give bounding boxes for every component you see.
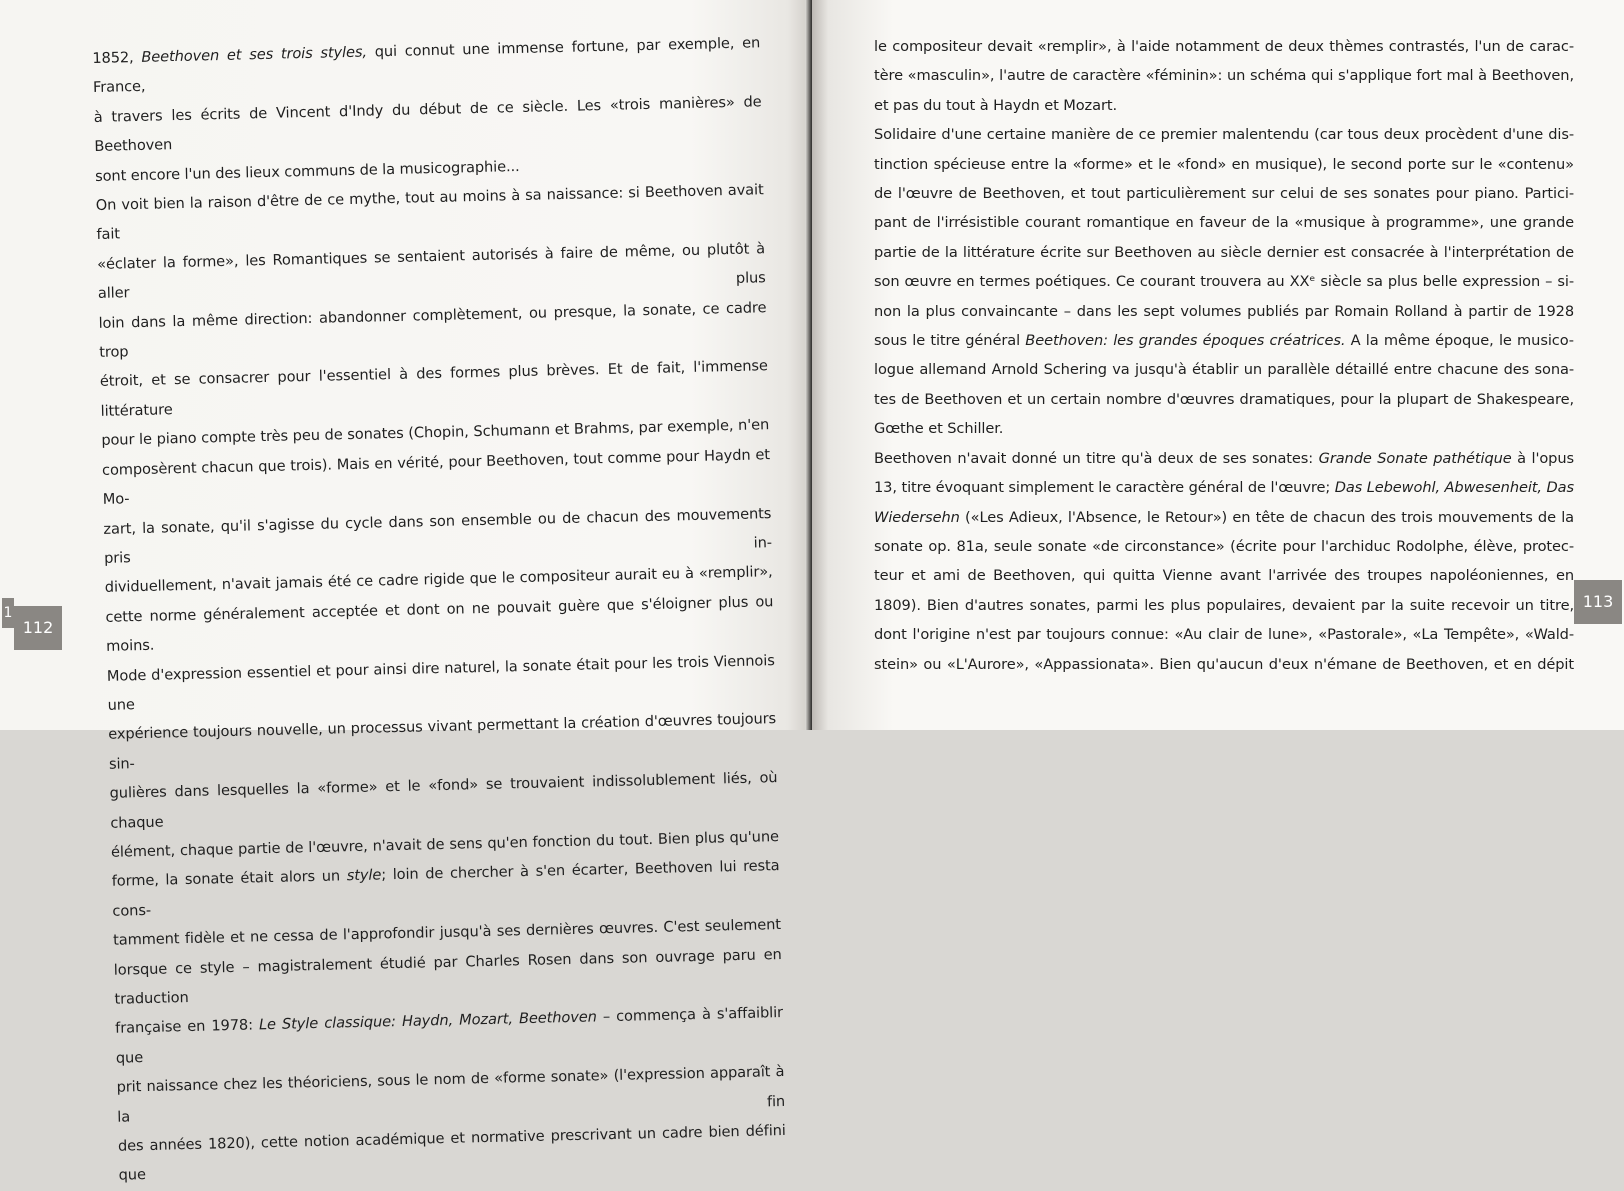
text-run: tinction spécieuse entre la «forme» et le «fond» en musique), le second porte sur le «contenu» bbox=[874, 155, 1574, 173]
text-run: à travers les écrits de Vincent d'Indy du début de ce siècle. Les «trois manières» de Beethoven bbox=[93, 93, 762, 156]
text-run: ; loin de chercher à s'en écarter, Beethoven lui resta cons- bbox=[112, 857, 780, 920]
text-line bbox=[874, 238, 1574, 267]
text-run: élément, chaque partie de l'œuvre, n'avait de sens qu'en fonction du tout. Bien plus qu'une bbox=[110, 828, 780, 861]
text-run: expérience toujours nouvelle, un processus vivant permettant la création d'œuvres toujours sin- bbox=[108, 710, 777, 773]
text-line bbox=[874, 179, 1574, 208]
right-page-text bbox=[874, 32, 1574, 679]
text-line bbox=[874, 503, 1574, 532]
italic-title: style bbox=[346, 866, 382, 885]
text-line bbox=[874, 326, 1574, 355]
text-run: On voit bien la raison d'être de ce mythe, tout au moins à sa naissance: si Beethoven avait fait bbox=[95, 181, 764, 244]
text-run: tes de Beethoven et un certain nombre d'œuvres dramatiques, pour la plupart de Shakespeare, bbox=[874, 390, 1574, 408]
text-run: 13, titre évoquant simplement le caractère général de l'œuvre; bbox=[874, 479, 1335, 497]
text-line bbox=[874, 591, 1574, 620]
italic-title: Das Lebewohl, Abwesenheit, Das bbox=[1334, 479, 1574, 497]
text-line bbox=[874, 61, 1574, 90]
text-line bbox=[874, 32, 1574, 61]
text-run: Gœthe et Schiller. bbox=[874, 420, 1004, 438]
text-line bbox=[874, 150, 1574, 179]
left-page bbox=[0, 0, 812, 1185]
text-run: de l'œuvre de Beethoven, et tout particulièrement sur celui de ses sonates pour piano. Partici- bbox=[874, 185, 1574, 203]
text-run: sonate op. 81a, seule sonate «de circonstance» (écrite pour l'archiduc Rodolphe, élève, protec- bbox=[874, 537, 1574, 555]
text-run: teur et ami de Beethoven, qui quitta Vienne avant l'arrivée des troupes napoléoniennes, en bbox=[874, 567, 1574, 585]
text-run: lorsque ce style – magistralement étudié par Charles Rosen dans son ouvrage paru en traduction bbox=[113, 945, 782, 1008]
text-line bbox=[874, 267, 1574, 296]
page-number-left: 112 bbox=[14, 606, 62, 650]
right-page bbox=[812, 0, 1624, 730]
text-line bbox=[874, 297, 1574, 326]
text-run: tamment fidèle et ne cessa de l'approfondir jusqu'à ses dernières œuvres. C'est seulement bbox=[112, 916, 782, 949]
text-line bbox=[874, 91, 1574, 120]
text-run: 1852, bbox=[92, 48, 142, 67]
text-run: qui connut une immense fortune, par exemple, en France, bbox=[92, 34, 761, 97]
text-run: étroit, et se consacrer pour l'essentiel à des formes plus brèves. Et de fait, l'immense littérature bbox=[99, 357, 768, 420]
text-run: («Les Adieux, l'Absence, le Retour») en tête de chacun des trois mouvements de la bbox=[959, 508, 1574, 526]
text-run: le compositeur devait «remplir», à l'aide notamment de deux thèmes contrastés, l'un de carac- bbox=[874, 38, 1574, 55]
text-run: dividuellement, n'avait jamais été ce cadre rigide que le compositeur aurait eu à «remplir», bbox=[104, 563, 773, 597]
text-line bbox=[874, 473, 1574, 502]
left-page-text bbox=[92, 28, 787, 1190]
text-line bbox=[874, 208, 1574, 237]
text-line bbox=[874, 561, 1574, 590]
text-run: pant de l'irrésistible courant romantique en faveur de la «musique à programme», une grande bbox=[874, 214, 1574, 232]
text-line bbox=[874, 414, 1574, 443]
text-run: A la même époque, le musico- bbox=[1345, 332, 1574, 350]
italic-title: Beethoven: les grandes époques créatrices. bbox=[1025, 332, 1346, 350]
text-run: tère «masculin», l'autre de caractère «féminin»: un schéma qui s'applique fort mal à Beethoven, bbox=[874, 67, 1574, 85]
text-line bbox=[874, 355, 1574, 384]
page-number-right: 113 bbox=[1574, 580, 1622, 624]
text-run: prit naissance chez les théoriciens, sous le nom de «forme sonate» (l'expression apparaît à la fin bbox=[116, 1063, 786, 1126]
text-run: pour le piano compte très peu de sonates (Chopin, Schumann et Brahms, par exemple, n'en bbox=[101, 416, 770, 450]
text-run: forme, la sonate était alors un bbox=[111, 867, 347, 891]
text-run: à l'opus bbox=[1511, 449, 1574, 467]
italic-title: Beethoven et ses trois styles, bbox=[141, 43, 368, 66]
text-run: cette norme généralement acceptée et dont on ne pouvait guère que s'éloigner plus ou moins. bbox=[105, 592, 774, 655]
text-run: loin dans la même direction: abandonner complètement, ou presque, la sonate, ce cadre trop bbox=[98, 298, 767, 361]
text-run: – commença à s'affaiblir que bbox=[115, 1004, 784, 1067]
italic-title: Le Style classique: Haydn, Mozart, Beethoven bbox=[258, 1008, 598, 1034]
text-run: Beethoven n'avait donné un titre qu'à deux de ses sonates: bbox=[874, 449, 1319, 467]
text-line bbox=[874, 532, 1574, 561]
text-line bbox=[874, 444, 1574, 473]
text-run: Mode d'expression essentiel et pour ainsi dire naturel, la sonate était pour les trois Viennois une bbox=[106, 651, 775, 714]
side-mark: 1 bbox=[2, 598, 14, 628]
text-run: partie de la littérature écrite sur Beethoven au siècle dernier est consacrée à l'interprétation de bbox=[874, 243, 1574, 261]
text-run: son œuvre en termes poétiques. Ce courant trouvera au XXᵉ siècle sa plus belle expression – si- bbox=[874, 273, 1574, 291]
text-line bbox=[874, 120, 1574, 149]
text-line bbox=[874, 620, 1574, 649]
text-run: sous le titre général bbox=[874, 332, 1026, 350]
text-run: stein» ou «L'Aurore», «Appassionata». Bien qu'aucun d'eux n'émane de Beethoven, et en dépit bbox=[874, 655, 1574, 673]
text-run: non la plus convaincante – dans les sept volumes publiés par Romain Rolland à partir de 1928 bbox=[874, 302, 1574, 320]
text-run: gulières dans lesquelles la «forme» et le «fond» se trouvaient indissolublement liés, où chaque bbox=[109, 769, 778, 832]
text-run: dont l'origine n'est par toujours connue: «Au clair de lune», «Pastorale», «La Tempête», «Wald- bbox=[874, 626, 1574, 644]
text-run: française en 1978: bbox=[115, 1016, 260, 1038]
text-line bbox=[874, 650, 1574, 679]
text-run: logue allemand Arnold Schering va jusqu'à établir un parallèle détaillé entre chacune des sona- bbox=[874, 361, 1574, 379]
text-run: Solidaire d'une certaine manière de ce premier malentendu (car tous deux procèdent d'une dis- bbox=[874, 126, 1574, 144]
text-run: 1809). Bien d'autres sonates, parmi les plus populaires, devaient par la suite recevoir un titre, bbox=[874, 596, 1574, 614]
text-run: et pas du tout à Haydn et Mozart. bbox=[874, 96, 1118, 114]
italic-title: Grande Sonate pathétique bbox=[1318, 449, 1512, 467]
text-run: des années 1820), cette notion académique et normative prescrivant un cadre bien défini que bbox=[117, 1121, 786, 1185]
text-run: sont encore l'un des lieux communs de la musicographie... bbox=[94, 157, 520, 185]
text-run: zart, la sonate, qu'il s'agisse du cycle dans son ensemble ou de chacun des mouvements pris in- bbox=[103, 504, 773, 567]
italic-title: Wiedersehn bbox=[874, 508, 960, 526]
text-run: composèrent chacun que trois). Mais en vérité, pour Beethoven, tout comme pour Haydn et Mo- bbox=[101, 445, 771, 508]
text-run: «éclater la forme», les Romantiques se sentaient autorisés à faire de même, ou plutôt à aller plus bbox=[96, 240, 766, 303]
text-line bbox=[874, 385, 1574, 414]
